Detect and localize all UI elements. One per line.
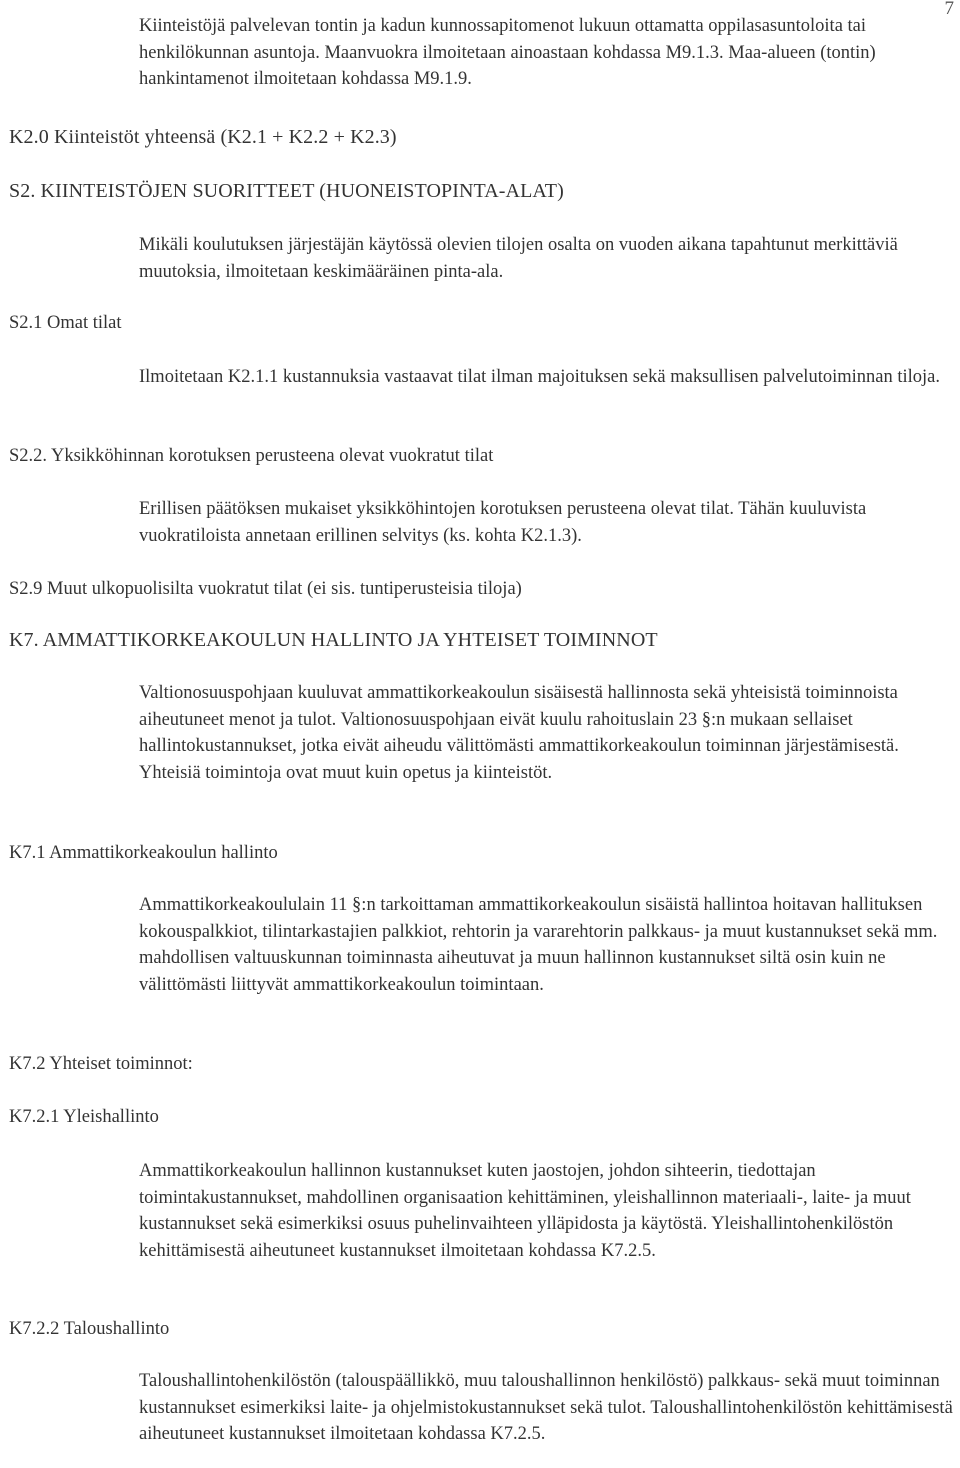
paragraph-s2: Mikäli koulutuksen järjestäjän käytössä olevien tilojen osalta on vuoden aikana tapahtunut merkittäviä muutoksia, ilmoitetaan keskimääräinen pinta-ala. <box>139 235 898 282</box>
heading-s2-2: S2.2. Yksikköhinnan korotuksen perusteena olevat vuokratut tilat <box>9 446 494 466</box>
paragraph-k7-1: Ammattikorkeakoululain 11 §:n tarkoittaman ammattikorkeakoulun sisäistä hallintoa hoitavan hallituksen kokouspalkkiot, tilintarkastajien palkkiot, rehtorin ja vararehtorin palkkaus- ja muut kustannukset sekä mm. mahdollisen valtuuskunnan toiminnasta aiheutuvat ja muun hallinnon kustannukset siltä osin kuin ne välittömästi liittyvät ammattikorkeakoulun toimintaan. <box>139 895 938 995</box>
intro-paragraph: Kiinteistöjä palvelevan tontin ja kadun kunnossapitomenot lukuun ottamatta oppilasasuntoloita tai henkilökunnan asuntoja. Maanvuokra ilmoitetaan ainoastaan kohdassa M9.1.3. Maa-alueen (tontin) hankintamenot ilmoitetaan kohdassa M9.1.9. <box>139 16 876 89</box>
heading-k7-2-1: K7.2.1 Yleishallinto <box>9 1107 159 1127</box>
heading-k7: K7. AMMATTIKORKEAKOULUN HALLINTO JA YHTEISET TOIMINNOT <box>9 629 658 651</box>
heading-k7-2-2: K7.2.2 Taloushallinto <box>9 1319 170 1339</box>
heading-s2-9: S2.9 Muut ulkopuolisilta vuokratut tilat (ei sis. tuntiperusteisia tiloja) <box>9 579 522 599</box>
paragraph-k7-2-2: Taloushallintohenkilöstön (talouspäällikkö, muu taloushallinnon henkilöstö) palkkaus- sekä muut toiminnan kustannukset esimerkiksi laite- ja ohjelmistokustannukset sekä tulot. Taloushallintohenkilöstön kehittämisestä aiheutuneet kustannukset ilmoitetaan kohdassa K7.2.5. <box>139 1371 953 1444</box>
paragraph-s2-1: Ilmoitetaan K2.1.1 kustannuksia vastaavat tilat ilman majoituksen sekä maksullisen palvelutoiminnan tiloja. <box>139 367 940 387</box>
heading-s2-1: S2.1 Omat tilat <box>9 313 122 333</box>
paragraph-k7-2-1: Ammattikorkeakoulun hallinnon kustannukset kuten jaostojen, johdon sihteerin, tiedottajan toimintakustannukset, mahdollinen organisaation kehittäminen, yleishallinnon materiaali-, laite- ja muut kustannukset sekä esimerkiksi osuus puhelinvaihteen ylläpidosta ja käytöstä. Yleishallintohenkilöstön kehittämisestä aiheutuneet kustannukset ilmoitetaan kohdassa K7.2.5. <box>139 1161 911 1261</box>
paragraph-k7: Valtionosuuspohjaan kuuluvat ammattikorkeakoulun sisäisestä hallinnosta sekä yhteisistä toiminnoista aiheutuneet menot ja tulot. Valtionosuuspohjaan eivät kuulu rahoituslain 23 §:n mukaan sellaiset hallintokustannukset, jotka eivät aiheudu välittömästi ammattikorkeakoulun toiminnan järjestämisestä. Yhteisiä toimintoja ovat muut kuin opetus ja kiinteistöt. <box>139 683 899 783</box>
heading-k7-1: K7.1 Ammattikorkeakoulun hallinto <box>9 843 278 863</box>
paragraph-s2-2: Erillisen päätöksen mukaiset yksikköhintojen korotuksen perusteena olevat tilat. Tähän kuuluvista vuokratiloista annetaan erillinen selvitys (ks. kohta K2.1.3). <box>139 499 867 546</box>
page-number: 7 <box>944 0 954 19</box>
heading-s2: S2. KIINTEISTÖJEN SUORITTEET (HUONEISTOPINTA-ALAT) <box>9 180 564 202</box>
heading-k7-2: K7.2 Yhteiset toiminnot: <box>9 1054 193 1074</box>
heading-k2-0: K2.0 Kiinteistöt yhteensä (K2.1 + K2.2 + K2.3) <box>9 126 397 148</box>
